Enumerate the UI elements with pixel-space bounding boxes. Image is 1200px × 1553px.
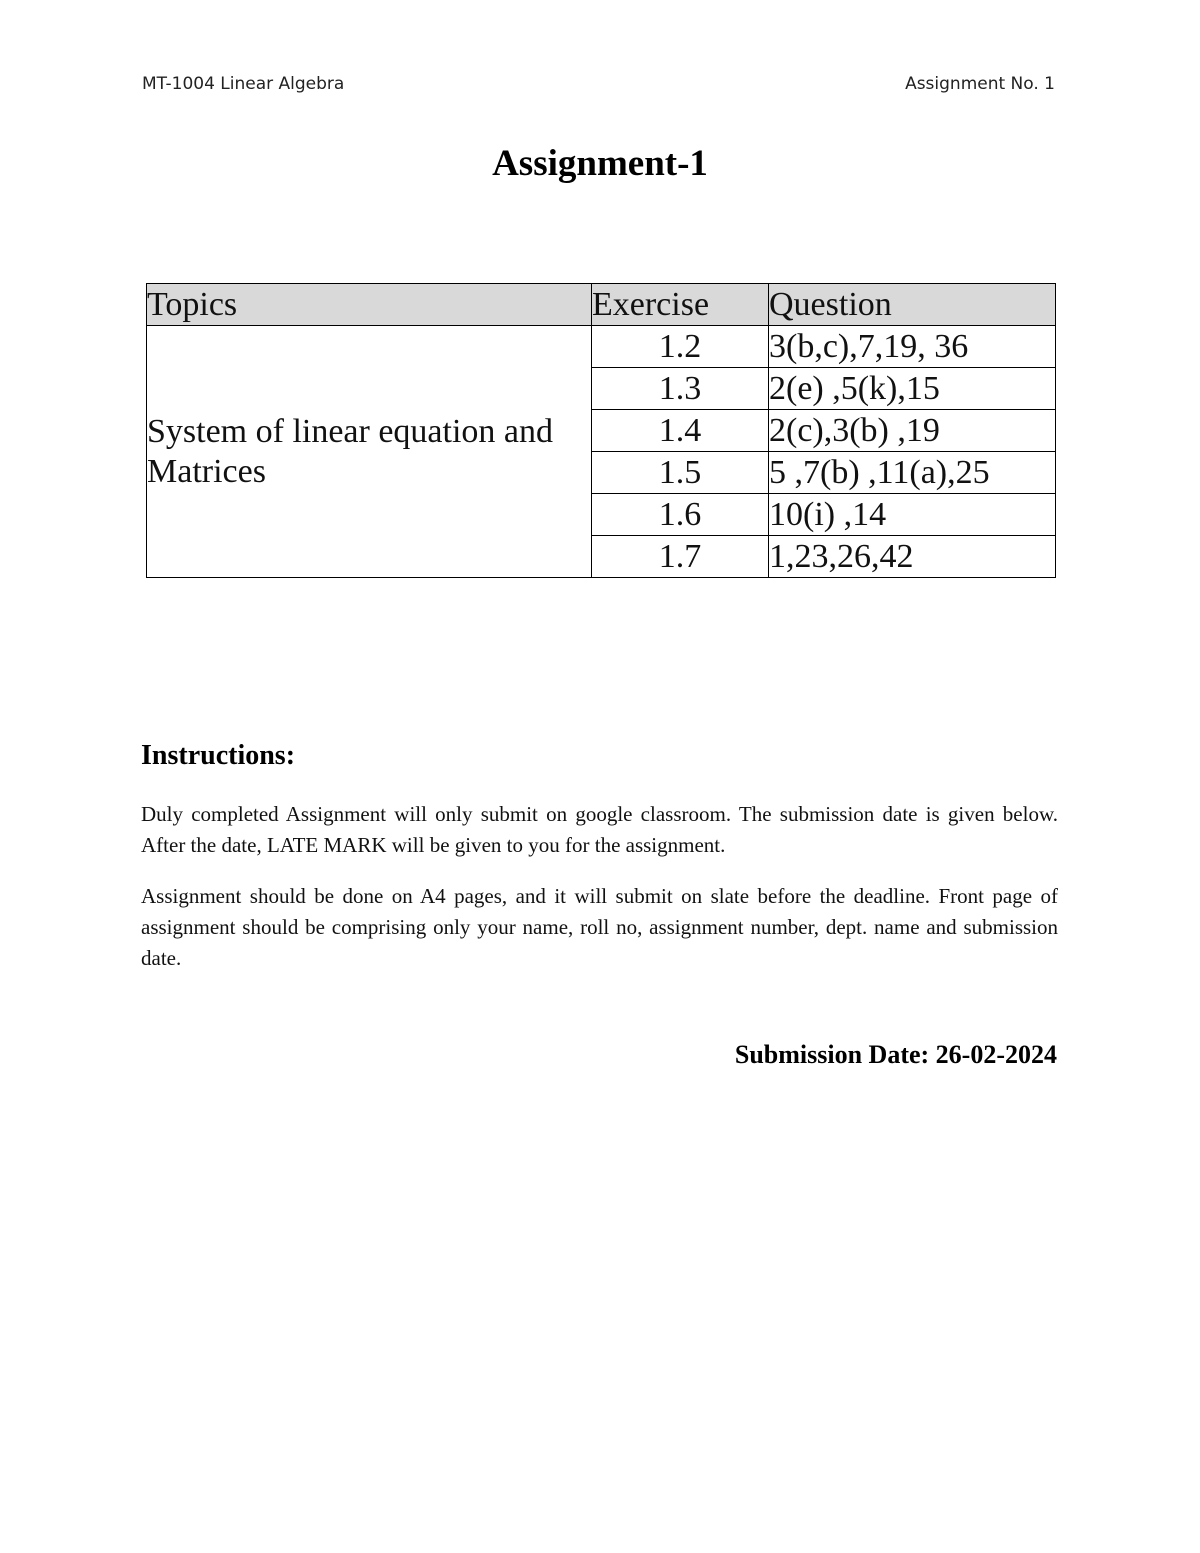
question-cell: 2(e) ,5(k),15	[769, 368, 1056, 410]
assignment-table	[146, 283, 1056, 578]
question-cell: 5 ,7(b) ,11(a),25	[769, 452, 1056, 494]
page-title: Assignment-1	[492, 143, 708, 184]
question-cell: 3(b,c),7,19, 36	[769, 326, 1056, 368]
instructions-paragraph-2: Assignment should be done on A4 pages, and it will submit on slate before the deadline. Front page of assignment should be comprising only your name, roll no, assignment number, dept. name and submission date.	[141, 884, 1058, 970]
table-row	[147, 326, 1056, 368]
exercise-cell: 1.2	[592, 326, 769, 368]
instructions-heading: Instructions:	[141, 740, 296, 771]
topic-cell: System of linear equation and Matrices	[147, 326, 592, 578]
header-topics: Topics	[147, 284, 592, 326]
exercise-cell: 1.4	[592, 410, 769, 452]
question-cell: 1,23,26,42	[769, 536, 1056, 578]
header-course-title: MT-1004 Linear Algebra	[142, 74, 345, 94]
exercise-cell: 1.3	[592, 368, 769, 410]
header-question: Question	[769, 284, 1056, 326]
exercise-cell: 1.7	[592, 536, 769, 578]
header-assignment-number: Assignment No. 1	[905, 74, 1055, 94]
exercise-cell: 1.6	[592, 494, 769, 536]
submission-date: Submission Date: 26-02-2024	[734, 1040, 1057, 1069]
table-header-row	[147, 284, 1056, 326]
question-cell: 10(i) ,14	[769, 494, 1056, 536]
question-cell: 2(c),3(b) ,19	[769, 410, 1056, 452]
exercise-cell: 1.5	[592, 452, 769, 494]
header-exercise: Exercise	[592, 284, 769, 326]
instructions-paragraph-1: Duly completed Assignment will only submit on google classroom. The submission date is given below. After the date, LATE MARK will be given to you for the assignment.	[141, 802, 1058, 857]
